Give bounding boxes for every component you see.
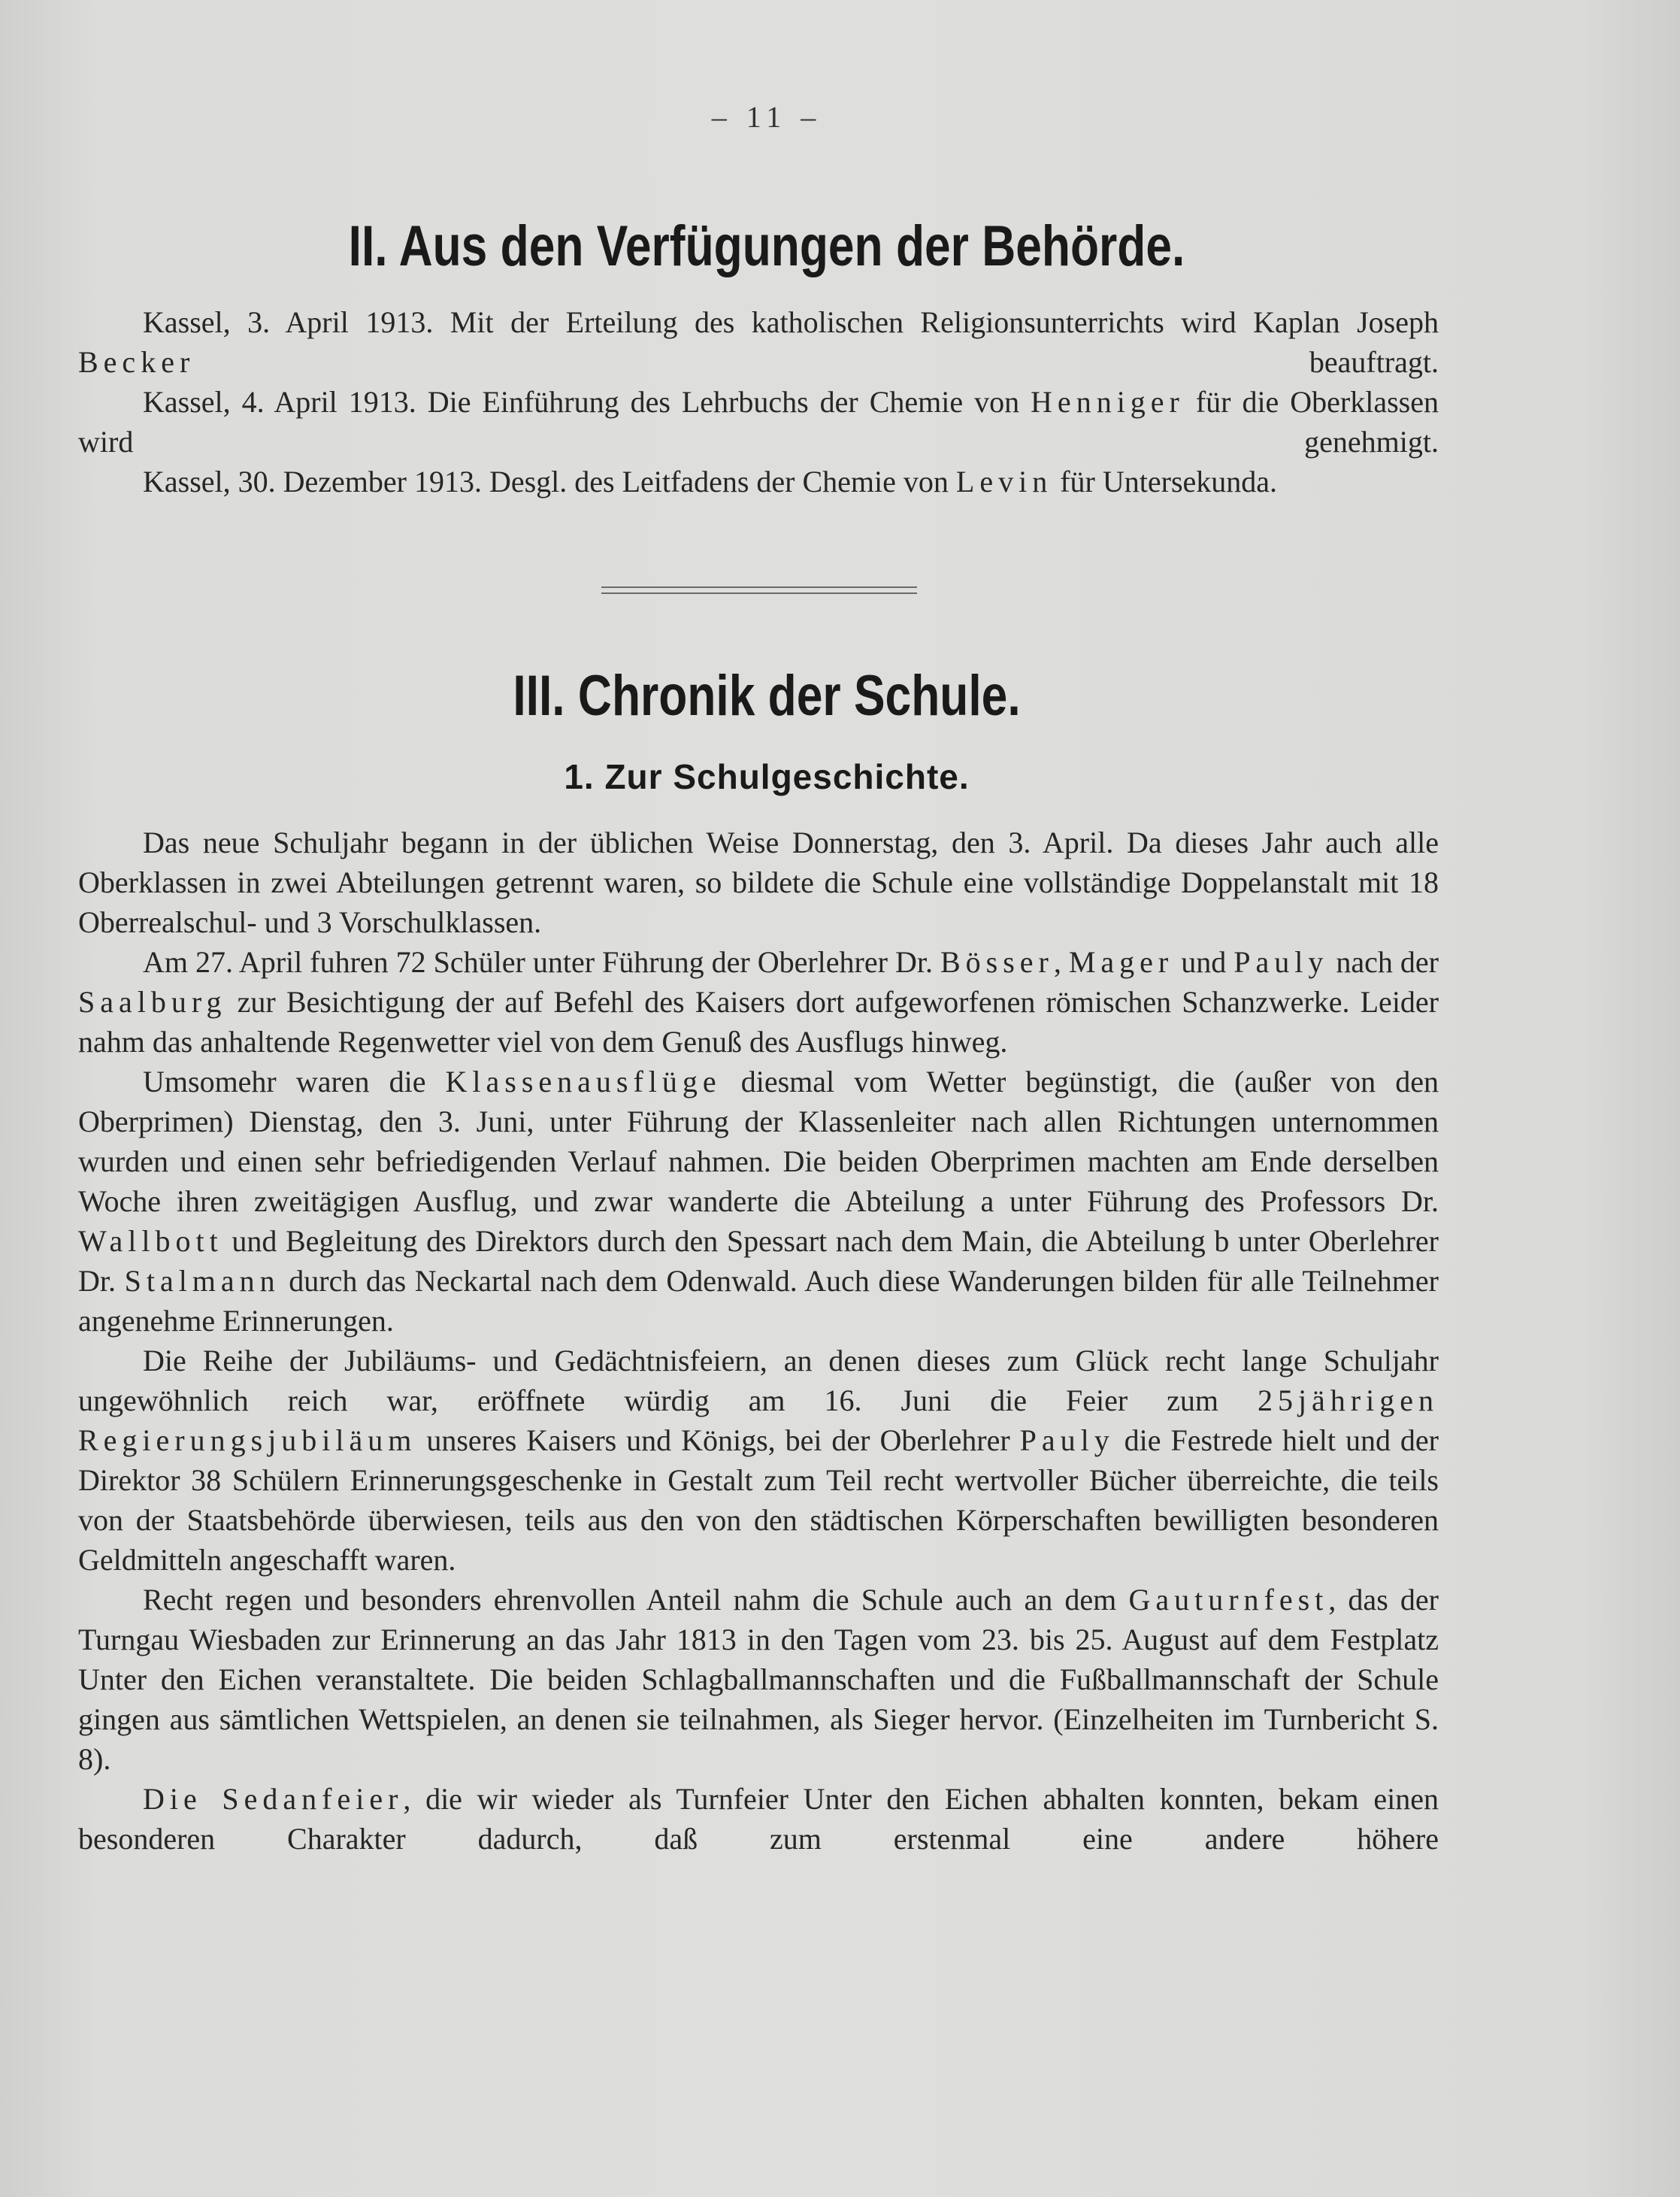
page-number: – 11 – <box>711 100 822 134</box>
decree-entry: Kassel, 4. April 1913. Die Einführung des Lehrbuchs der Chemie von Henniger für die Oberklassen wird genehmigt. <box>78 385 1439 459</box>
decree-entry: Kassel, 3. April 1913. Mit der Erteilung des katholischen Religionsunterrichts wird Kaplan Joseph Becker beauftragt. <box>78 305 1439 379</box>
section-divider <box>601 586 917 594</box>
name-spaced: Levin <box>955 465 1053 498</box>
paragraph: Umsomehr waren die Klassenausflüge diesmal vom Wetter begünstigt, die (außer von den Oberprimen) Dienstag, den 3. Juni, unter Führung der Klassenleiter nach allen Richtungen unternommen wurden und einen sehr befriedigenden Verlauf nahmen. Die beiden Oberprimen machten am Ende derselben Woche ihren zweitägigen Ausflug, und zwar wanderte die Abteilung a unter Führung des Professors Dr. Wallbott und Begleitung des Direktors durch den Spessart nach dem Main, die Abteilung b unter Oberlehrer Dr. Stalmann durch das Neckartal nach dem Odenwald. Auch diese Wanderungen bilden für alle Teilnehmer angenehme Erinnerungen. <box>78 1065 1439 1338</box>
name-spaced: Henniger <box>1031 385 1185 419</box>
paragraph: Die Reihe der Jubiläums- und Gedächtnisfeiern, an denen dieses zum Glück recht lange Schuljahr ungewöhnlich reich war, eröffnete würdig am 16. Juni die Feier zum 25jährigen Regierungsjubiläum unseres Kaisers und Königs, bei der Oberlehrer Pauly die Festrede hielt und der Direktor 38 Schülern Erinnerungsgeschenke in Gestalt zum Teil recht wertvoller Bücher überreichte, die teils von der Staatsbehörde überwiesen, teils aus den von den städtischen Körperschaften bewilligten besonderen Geldmitteln angeschafft waren. <box>78 1344 1439 1577</box>
subsection-heading: 1. Zur Schulgeschichte. <box>564 757 970 796</box>
chronicle-body <box>78 823 1439 1859</box>
paragraph: Am 27. April fuhren 72 Schüler unter Führung der Oberlehrer Dr. Bösser, Mager und Pauly nach der Saalburg zur Besichtigung der auf Befehl des Kaisers dort aufgeworfenen römischen Schanzwerke. Leider nahm das anhaltende Regenwetter viel von dem Genuß des Ausflugs hinweg. <box>78 945 1439 1059</box>
paragraph: Die Sedanfeier, die wir wieder als Turnfeier Unter den Eichen abhalten konnten, bekam einen besonderen Charakter dadurch, daß zum erstenmal eine andere höhere <box>78 1782 1439 1856</box>
decree-entry: Kassel, 30. Dezember 1913. Desgl. des Leitfadens der Chemie von Levin für Untersekunda. <box>143 465 1278 498</box>
name-spaced: Becker <box>78 345 195 379</box>
decrees-list <box>78 302 1439 502</box>
section-heading-behoerde: II. Aus den Verfügungen der Behörde. <box>348 214 1185 278</box>
paragraph: Das neue Schuljahr begann in der üblichen Weise Donnerstag, den 3. April. Da dieses Jahr auch alle Oberklassen in zwei Abteilungen getrennt waren, so bildete die Schule eine vollständige Doppelanstalt mit 18 Oberrealschul- und 3 Vorschulklassen. <box>78 826 1439 939</box>
section-heading-chronik: III. Chronik der Schule. <box>513 664 1021 728</box>
paragraph: Recht regen und besonders ehrenvollen Anteil nahm die Schule auch an dem Gauturnfest, das der Turngau Wiesbaden zur Erinnerung an das Jahr 1813 in den Tagen vom 23. bis 25. August auf dem Festplatz Unter den Eichen veranstaltete. Die beiden Schlagballmannschaften und die Fußballmannschaft der Schule gingen aus sämtlichen Wettspielen, an denen sie teilnahmen, als Sieger hervor. (Einzelheiten im Turnbericht S. 8). <box>78 1583 1439 1776</box>
